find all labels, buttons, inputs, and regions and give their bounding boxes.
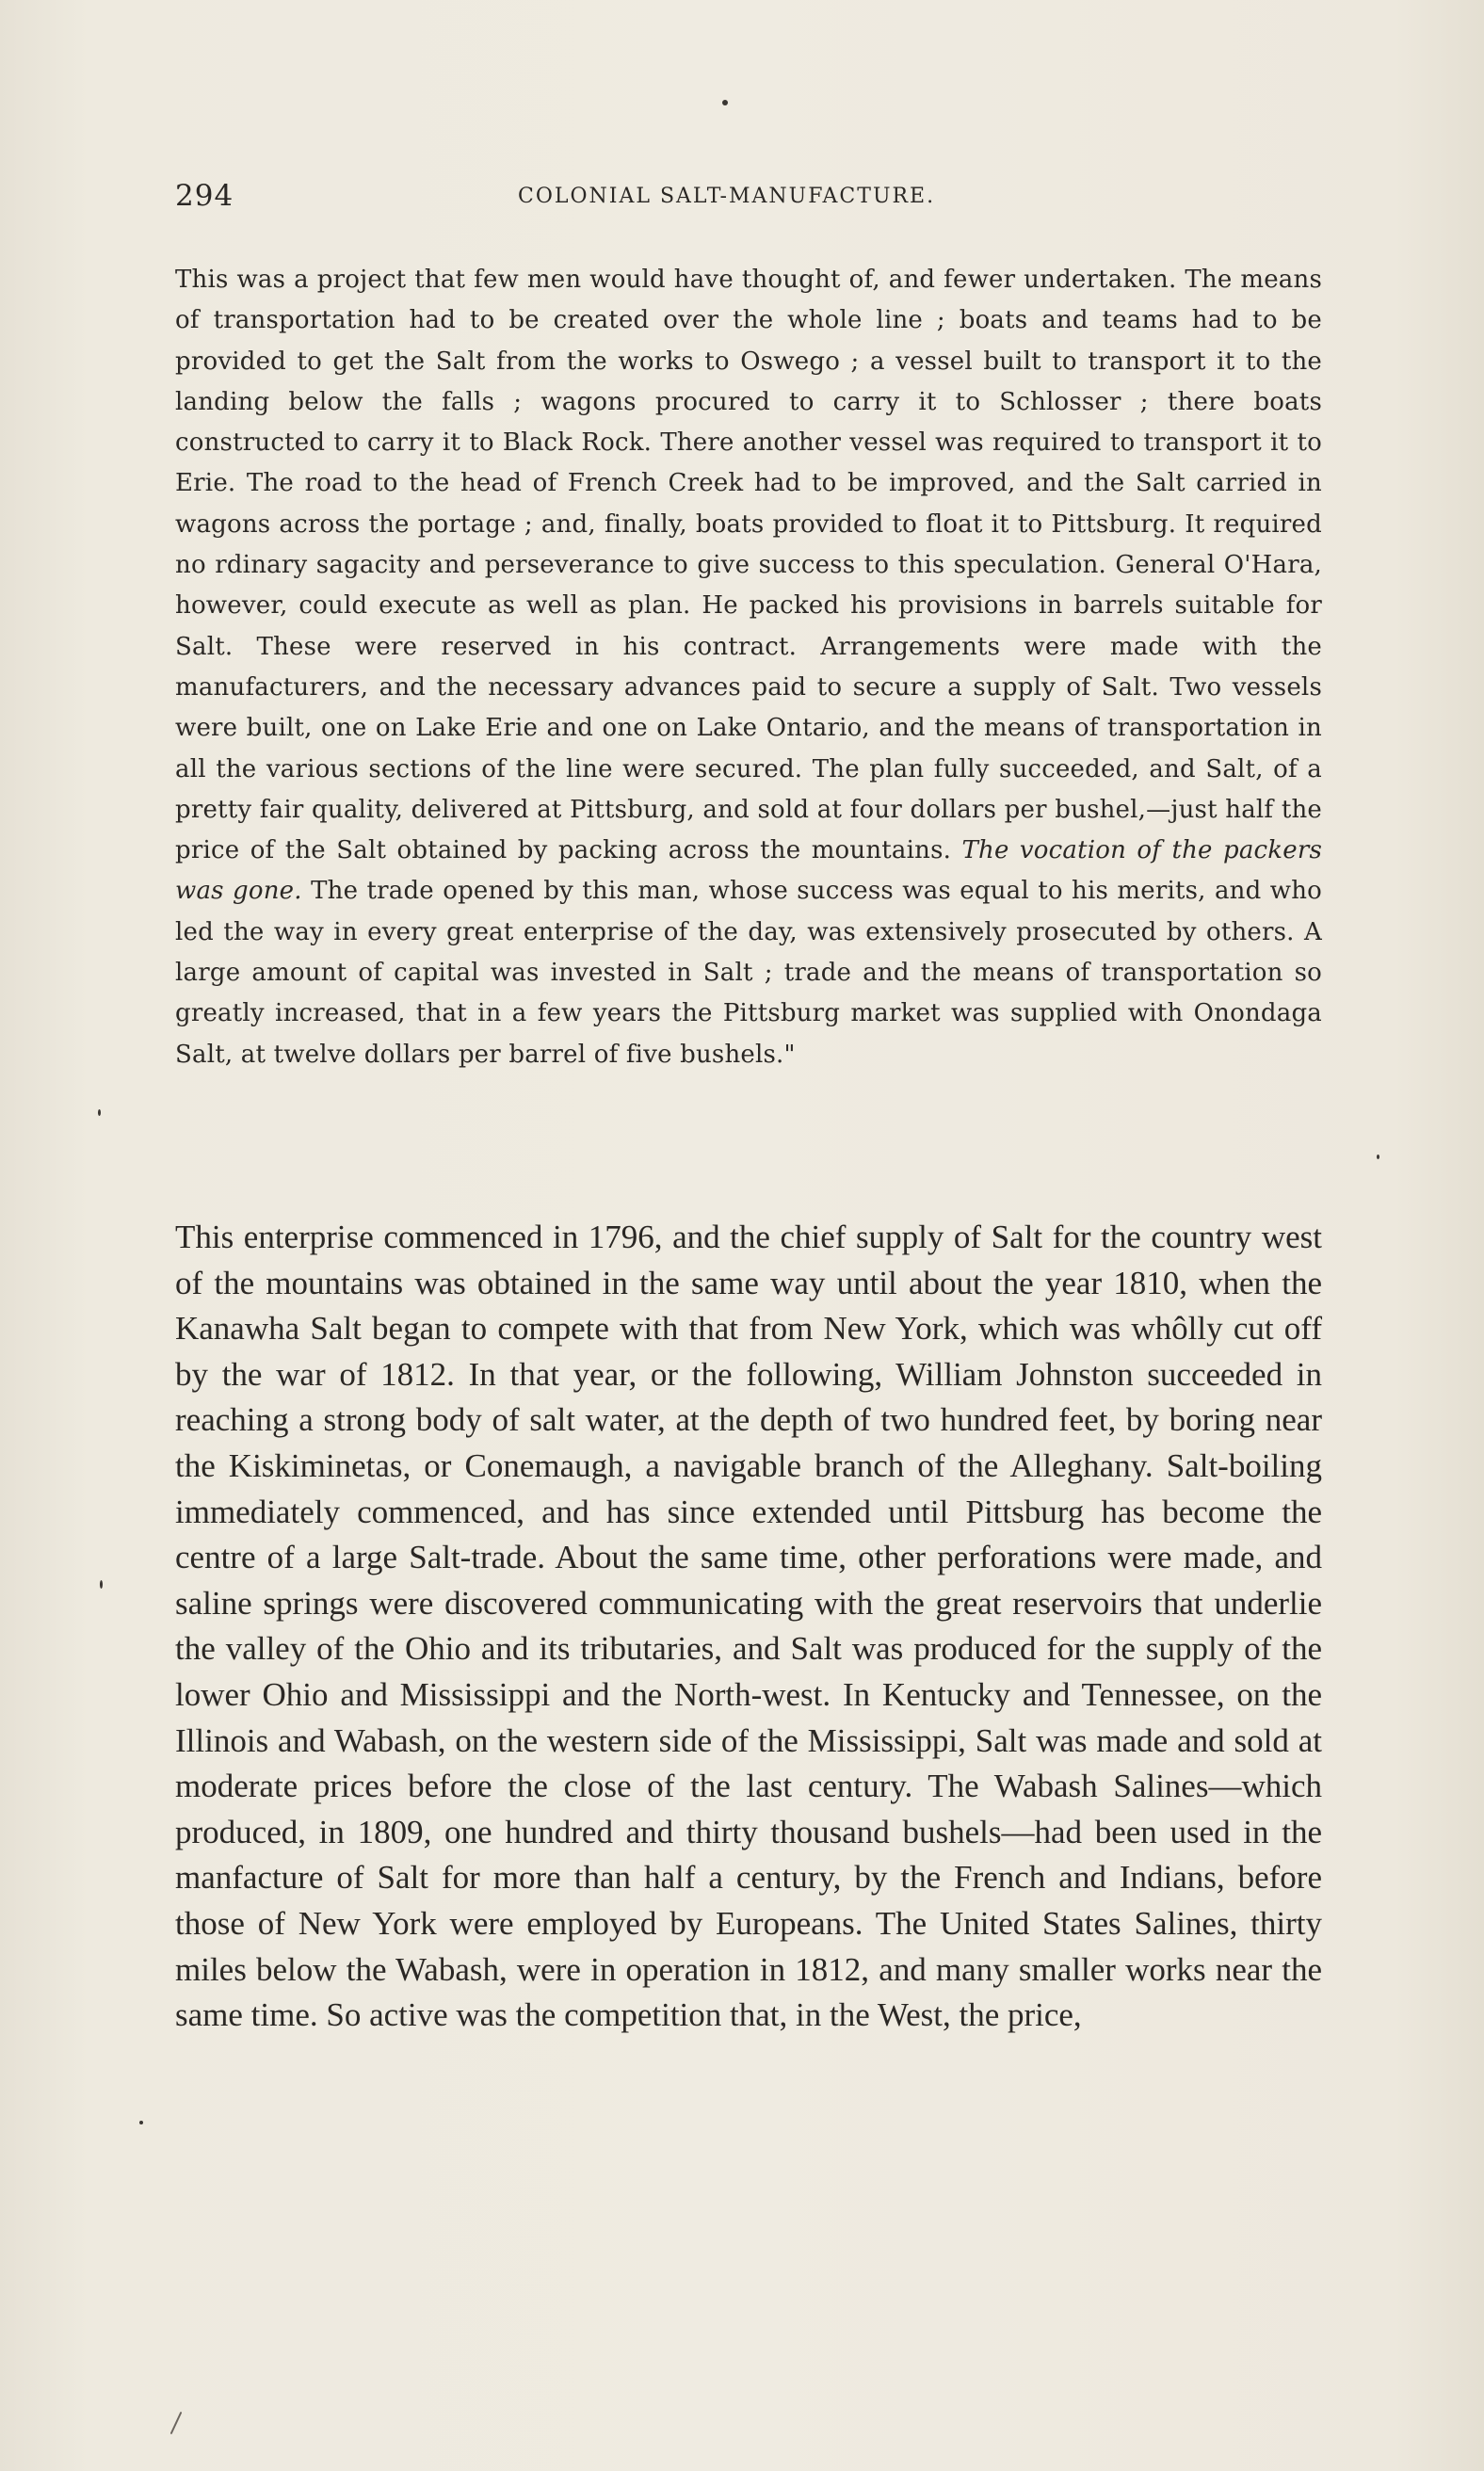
ink-speck xyxy=(722,100,728,105)
quoted-italic-text: The vocation of the packers was gone. xyxy=(175,836,1322,906)
body-paragraph: This enterprise commenced in 1796, and the chief supply of Salt for the country west of the mountains was obtained in the same way until about the year 1810, when the Kanawha Salt began to compete with that from New York, which was whôlly cut off by the war of 1812. In that year, or the following, William Johnston succeeded in reaching a strong body of salt water, at the depth of two hundred feet, by boring near the Kiskiminetas, or Conemaugh, a navigable branch of the Alleghany. Salt-boiling immediately commenced, and has since extended until Pittsburg has become the centre of a large Salt-trade. About the same time, other perforations were made, and saline springs were discovered communicating with the great reservoirs that underlie the valley of the Ohio and its tributaries, and Salt was produced for the supply of the lower Ohio and Mississippi and the North-west. In Kentucky and Tennessee, on the Illinois and Wabash, on the western side of the Mississippi, Salt was made and sold at moderate prices before the close of the last century. The Wabash Salines—which produced, in 1809, one hundred and thirty thousand bushels—had been used in the manfacture of Salt for more than half a century, by the French and Indians, before those of New York were employed by Europeans. The United States Salines, thirty miles below the Wabash, were in operation in 1812, and many smaller works near the same time. So active was the competition that, in the West, the price, xyxy=(175,1219,1322,2034)
quoted-passage xyxy=(175,260,1322,1075)
page-header xyxy=(175,179,1322,217)
quoted-text-continued: The trade opened by this man, whose success was equal to his merits, and who led the way in every great enterprise of the day, was extensively prosecuted by others. A large amount of capital was invested in Salt ; trade and the means of transportation so greatly increased, that in a few years the Pittsburg market was supplied with Onondaga Salt, at twelve dollars per barrel of five bushels." xyxy=(175,877,1323,1069)
running-title: COLONIAL SALT-MANUFACTURE. xyxy=(518,185,936,208)
ink-speck xyxy=(139,2121,143,2124)
ink-speck xyxy=(100,1580,103,1589)
quoted-text: This was a project that few men would have thought of, and fewer undertaken. The means of transportation had to be created over the whole line ; boats and teams had to be provided to get the Salt from the works to Oswego ; a vessel built to transport it to the landing below the falls ; wagons procured to carry it to Schlosser ; there boats constructed to carry it to Black Rock. There another vessel was required to transport it to Erie. The road to the head of French Creek had to be improved, and the Salt carried in wagons across the portage ; and, finally, boats provided to float it to Pittsburg. It required no rdinary sagacity and perseverance to give success to this speculation. General O'Hara, however, could execute as well as plan. He packed his provisions in barrels suitable for Salt. These were reserved in his contract. Arrangements were made with the manufacturers, and the necessary advances paid to secure a supply of Salt. Two vessels were built, one on Lake Erie and one on Lake Ontario, and the means of transportation in all the various sections of the line were secured. The plan fully succeeded, and Salt, of a pretty fair quality, delivered at Pittsburg, and sold at four dollars per bushel,—just half the price of the Salt obtained by packing across the mountains. xyxy=(175,266,1322,865)
ink-speck xyxy=(1377,1155,1379,1159)
page-number: 294 xyxy=(175,179,234,213)
ink-speck xyxy=(170,2412,183,2434)
ink-speck xyxy=(98,1109,101,1116)
